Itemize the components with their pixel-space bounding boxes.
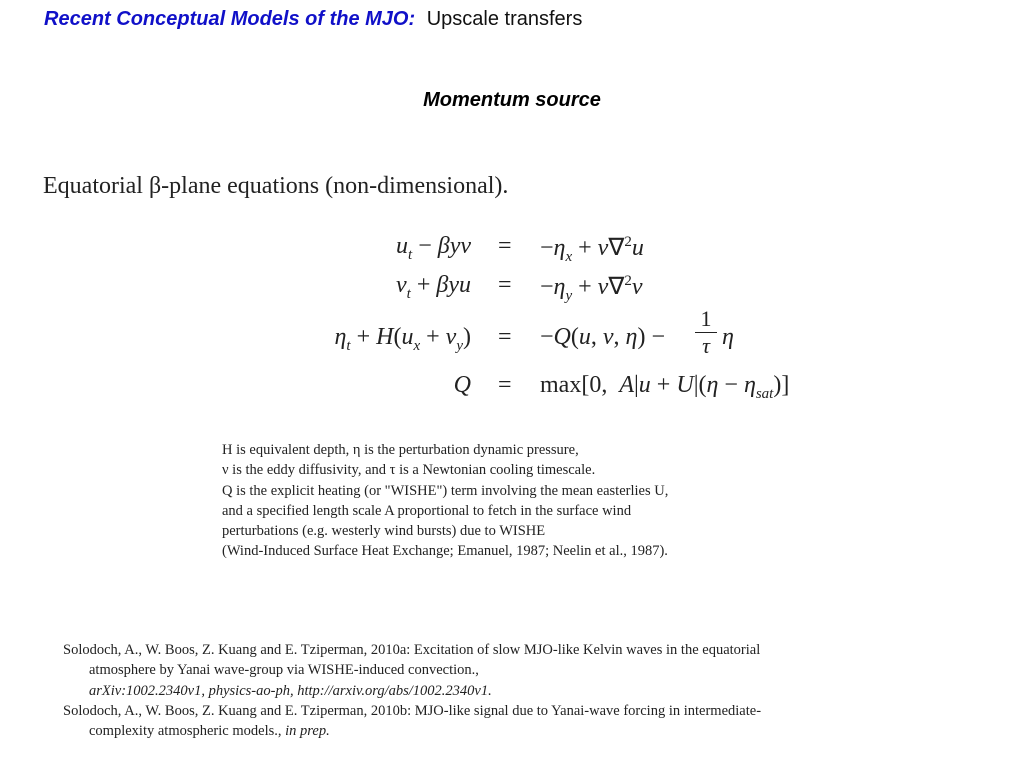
references: [63, 640, 761, 741]
reference-2: [63, 701, 761, 742]
note-line: perturbations (e.g. westerly wind bursts) due to WISHE: [222, 523, 546, 540]
equation-1-equals: =: [498, 233, 512, 259]
slide-subtitle: Momentum source: [423, 89, 601, 111]
note-line: and a specified length scale A proportional to fetch in the surface wind: [222, 502, 632, 519]
equation-4-equals: =: [498, 372, 512, 398]
reference-line: atmosphere by Yanai wave-group via WISHE-induced convection.,: [89, 662, 479, 679]
equation-1: [0, 233, 1024, 265]
slide-title: [44, 8, 582, 31]
reference-line: Solodoch, A., W. Boos, Z. Kuang and E. Tziperman, 2010b: MJO-like signal due to Yanai-wave forcing in intermediate-: [63, 702, 762, 719]
title-suffix: Upscale transfers: [426, 8, 583, 30]
note-line: H is equivalent depth, η is the perturbation dynamic pressure,: [222, 442, 579, 458]
reference-link[interactable]: arXiv:1002.2340v1, physics-ao-ph, http://arxiv.org/abs/1002.2340v1.: [89, 682, 492, 699]
equation-2-lhs: $v_t + \beta yu$: [396, 272, 471, 302]
equation-2-rhs: $-\eta_y + \nu\nabla^2v$: [540, 273, 643, 304]
equation-3-lhs: $\eta_t + H(u_x + v_y)$: [334, 324, 471, 354]
reference-1: [63, 640, 761, 701]
reference-line: complexity atmospheric models., in prep.: [89, 723, 330, 740]
equation-1-rhs: $-\eta_x + \nu\nabla^2u$: [540, 234, 644, 265]
equation-3: $\eta_t + H(u_x + v_y)$ = −Q(u, v, η) − 1 τ η: [334, 306, 734, 358]
title-main: Recent Conceptual Models of the MJO:: [44, 8, 416, 30]
note-line: Q is the explicit heating (or "WISHE") term involving the mean easterlies U,: [222, 482, 669, 499]
note-line: (Wind-Induced Surface Heat Exchange; Emanuel, 1987; Neelin et al., 1987).: [222, 543, 668, 560]
equation-4-lhs: Q: [453, 372, 471, 398]
equation-4-rhs: max[0, $A|u + U|(\eta - \eta_{sat})$]: [540, 372, 790, 402]
equation-3-equals: =: [498, 324, 512, 350]
reference-line: Solodoch, A., W. Boos, Z. Kuang and E. Tziperman, 2010a: Excitation of slow MJO-like Kelvin waves in the equatorial: [63, 642, 761, 658]
note-line: ν is the eddy diffusivity, and τ is a Newtonian cooling timescale.: [222, 462, 596, 479]
equations-heading: Equatorial β-plane equations (non-dimensional).: [43, 173, 509, 199]
fraction-one-over-tau: 1 τ: [695, 308, 717, 357]
equation-4: [0, 372, 1024, 404]
equation-1-lhs: $u_t - \beta yv$: [396, 233, 471, 263]
variable-notes: [222, 440, 668, 562]
equation-2: [0, 272, 1024, 304]
equation-2-equals: =: [498, 272, 512, 298]
